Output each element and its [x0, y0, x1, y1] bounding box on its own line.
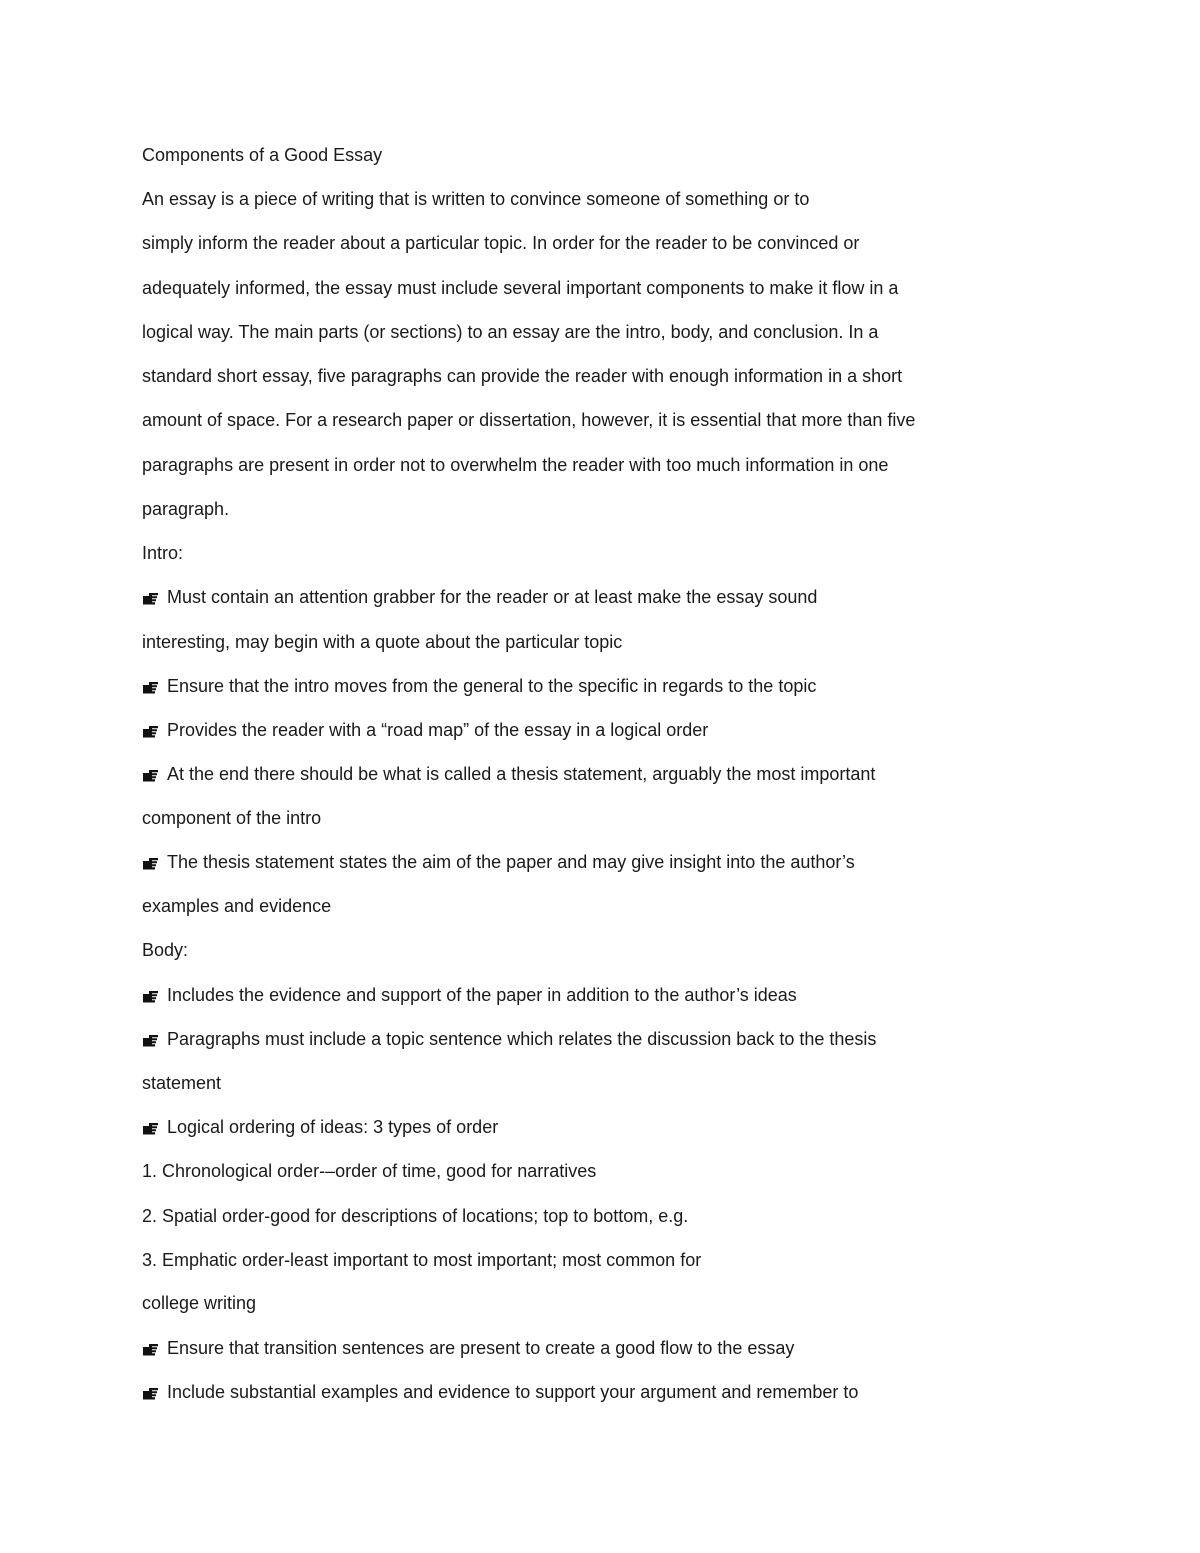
list-item-text: Includes the evidence and support of the paper in addition to the author’s ideas — [167, 985, 797, 1005]
ordered-item: 1. Chronological order-–order of time, good for narratives — [142, 1161, 597, 1181]
list-item — [142, 1336, 794, 1360]
body-heading: Body: — [142, 940, 189, 960]
list-item-text: Include substantial examples and evidence to support your argument and remember to — [167, 1382, 859, 1402]
intro-heading: Intro: — [142, 543, 184, 563]
list-item-text: The thesis statement states the aim of the paper and may give insight into the author’s — [167, 852, 855, 872]
list-item — [142, 1115, 498, 1139]
list-item-continuation: component of the intro — [142, 808, 322, 828]
paragraph-line: standard short essay, five paragraphs can provide the reader with enough information in a short — [142, 366, 903, 386]
pointing-hand-icon — [142, 988, 159, 1004]
document-title: Components of a Good Essay — [142, 145, 383, 165]
pointing-hand-icon — [142, 855, 159, 871]
paragraph-line: An essay is a piece of writing that is written to convince someone of something or to — [142, 189, 810, 209]
list-item — [142, 674, 816, 698]
list-item — [142, 585, 817, 609]
list-item-text: Ensure that the intro moves from the general to the specific in regards to the topic — [167, 676, 817, 696]
paragraph-line: amount of space. For a research paper or dissertation, however, it is essential that more than five — [142, 410, 916, 430]
ordered-item: 3. Emphatic order-least important to most important; most common for — [142, 1250, 702, 1270]
list-item-continuation: examples and evidence — [142, 896, 332, 916]
list-item — [142, 718, 708, 742]
list-item-continuation: interesting, may begin with a quote about the particular topic — [142, 632, 623, 652]
list-item-text: At the end there should be what is called a thesis statement, arguably the most important — [167, 764, 876, 784]
pointing-hand-icon — [142, 1385, 159, 1401]
list-item — [142, 1380, 858, 1404]
list-item-text: Paragraphs must include a topic sentence which relates the discussion back to the thesis — [167, 1029, 877, 1049]
pointing-hand-icon — [142, 1120, 159, 1136]
list-item-text: Must contain an attention grabber for the reader or at least make the essay sound — [167, 587, 818, 607]
pointing-hand-icon — [142, 767, 159, 783]
list-item-text: Logical ordering of ideas: 3 types of order — [167, 1117, 499, 1137]
list-item — [142, 983, 797, 1007]
paragraph-line: logical way. The main parts (or sections) to an essay are the intro, body, and conclusion. In a — [142, 322, 879, 342]
list-item — [142, 762, 875, 786]
list-item — [142, 1027, 876, 1051]
paragraph-line: paragraphs are present in order not to overwhelm the reader with too much information in one — [142, 455, 889, 475]
pointing-hand-icon — [142, 723, 159, 739]
paragraph-line: simply inform the reader about a particular topic. In order for the reader to be convinced or — [142, 233, 860, 253]
paragraph-line: adequately informed, the essay must include several important components to make it flow in a — [142, 278, 899, 298]
list-item-text: Provides the reader with a “road map” of the essay in a logical order — [167, 720, 709, 740]
pointing-hand-icon — [142, 679, 159, 695]
list-item — [142, 850, 855, 874]
paragraph-line: paragraph. — [142, 499, 230, 519]
ordered-item-continuation: college writing — [142, 1293, 257, 1313]
list-item-text: Ensure that transition sentences are present to create a good flow to the essay — [167, 1338, 795, 1358]
list-item-continuation: statement — [142, 1073, 222, 1093]
pointing-hand-icon — [142, 590, 159, 606]
ordered-item: 2. Spatial order-good for descriptions of locations; top to bottom, e.g. — [142, 1206, 689, 1226]
pointing-hand-icon — [142, 1032, 159, 1048]
pointing-hand-icon — [142, 1341, 159, 1357]
